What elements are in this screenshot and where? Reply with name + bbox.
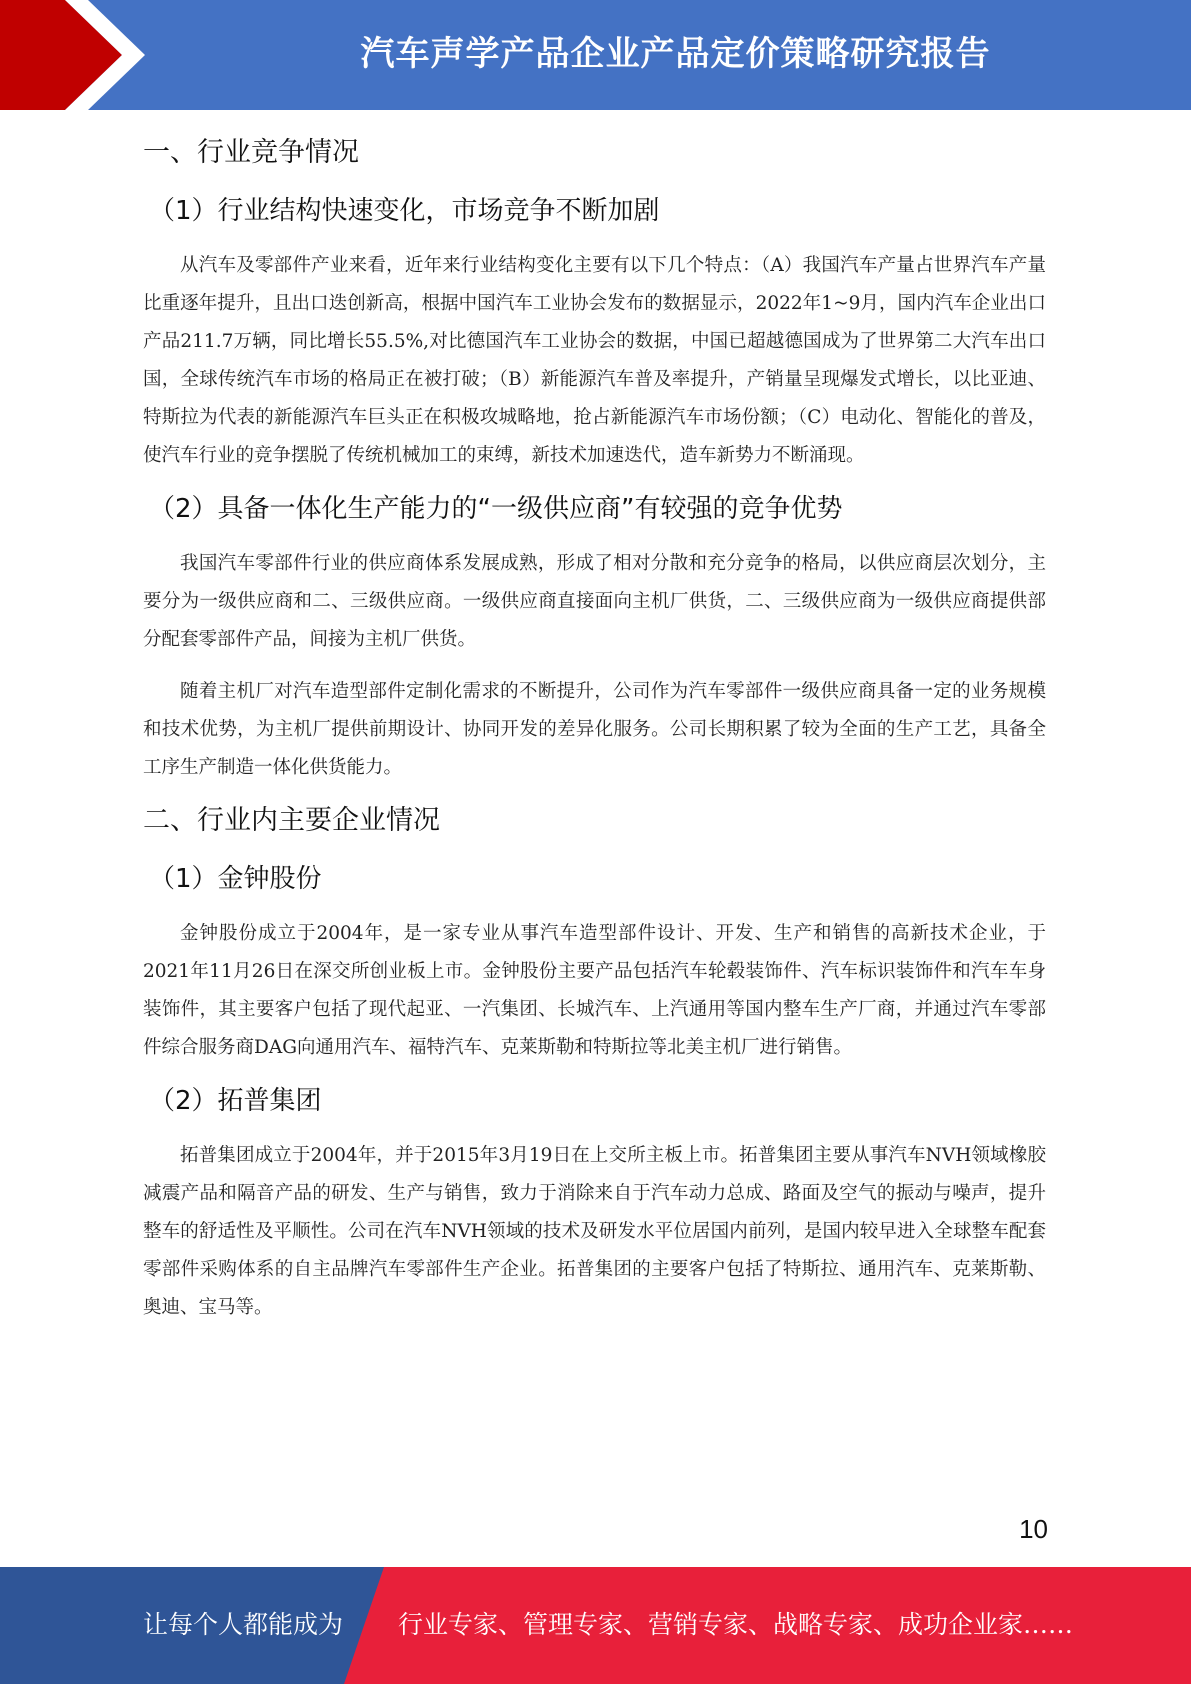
paragraph: 我国汽车零部件行业的供应商体系发展成熟，形成了相对分散和充分竞争的格局，以供应商层次划分，主要分为一级供应商和二、三级供应商。一级供应商直接面向主机厂供货，二、三级供应商为一级供应商提供部分配套零部件产品，间接为主机厂供货。 (143, 553, 1046, 650)
footer-slogan-left: 让每个人都能成为 (143, 1610, 344, 1639)
header-arrow-decoration (0, 0, 160, 110)
report-title: 汽车声学产品企业产品定价策略研究报告 (360, 34, 991, 74)
paragraph: 随着主机厂对汽车造型部件定制化需求的不断提升，公司作为汽车零部件一级供应商具备一定的业务规模和技术优势，为主机厂提供前期设计、协同开发的差异化服务。公司长期积累了较为全面的生产工艺，具备全工序生产制造一体化供货能力。 (143, 681, 1046, 778)
paragraph: 从汽车及零部件产业来看，近年来行业结构变化主要有以下几个特点：（A）我国汽车产量占世界汽车产量比重逐年提升，且出口迭创新高，根据中国汽车工业协会发布的数据显示，2022年1~9月，国内汽车企业出口产品211.7万辆，同比增长55.5%,对比德国汽车工业协会的数据，中国已超越德国成为了世界第二大汽车出口国，全球传统汽车市场的格局正在被打破；（B）新能源汽车普及率提升，产销量呈现爆发式增长，以比亚迪、特斯拉为代表的新能源汽车巨头正在积极攻城略地，抢占新能源汽车市场份额；（C）电动化、智能化的普及，使汽车行业的竞争摆脱了传统机械加工的束缚，新技术加速迭代，造车新势力不断涌现。 (143, 255, 1046, 466)
page-footer (0, 1567, 1191, 1684)
subsection-heading: （1）行业结构快速变化，市场竞争不断加剧 (149, 196, 660, 226)
subsection-heading: （2）具备一体化生产能力的“一级供应商”有较强的竞争优势 (149, 494, 843, 524)
paragraph: 金钟股份成立于2004年，是一家专业从事汽车造型部件设计、开发、生产和销售的高新技术企业，于2021年11月26日在深交所创业板上市。金钟股份主要产品包括汽车轮毂装饰件、汽车标识装饰件和汽车车身装饰件，其主要客户包括了现代起亚、一汽集团、长城汽车、上汽通用等国内整车生产厂商，并通过汽车零部件综合服务商DAG向通用汽车、福特汽车、克莱斯勒和特斯拉等北美主机厂进行销售。 (143, 923, 1046, 1058)
page-number: 10 (1019, 1514, 1048, 1544)
footer-slogan-right: 行业专家、管理专家、营销专家、战略专家、成功企业家…… (398, 1610, 1074, 1639)
paragraph: 拓普集团成立于2004年，并于2015年3月19日在上交所主板上市。拓普集团主要从事汽车NVH领域橡胶减震产品和隔音产品的研发、生产与销售，致力于消除来自于汽车动力总成、路面及空气的振动与噪声，提升整车的舒适性及平顺性。公司在汽车NVH领域的技术及研发水平位居国内前列，是国内较早进入全球整车配套零部件采购体系的自主品牌汽车零部件生产企业。拓普集团的主要客户包括了特斯拉、通用汽车、克莱斯勒、奥迪、宝马等。 (143, 1145, 1046, 1318)
document-body (143, 125, 1046, 1341)
section-heading: 一、行业竞争情况 (143, 137, 359, 168)
subsection-heading: （1）金钟股份 (149, 864, 322, 894)
section-heading: 二、行业内主要企业情况 (143, 805, 440, 836)
subsection-heading: （2）拓普集团 (149, 1086, 322, 1116)
page-header (0, 0, 1191, 110)
